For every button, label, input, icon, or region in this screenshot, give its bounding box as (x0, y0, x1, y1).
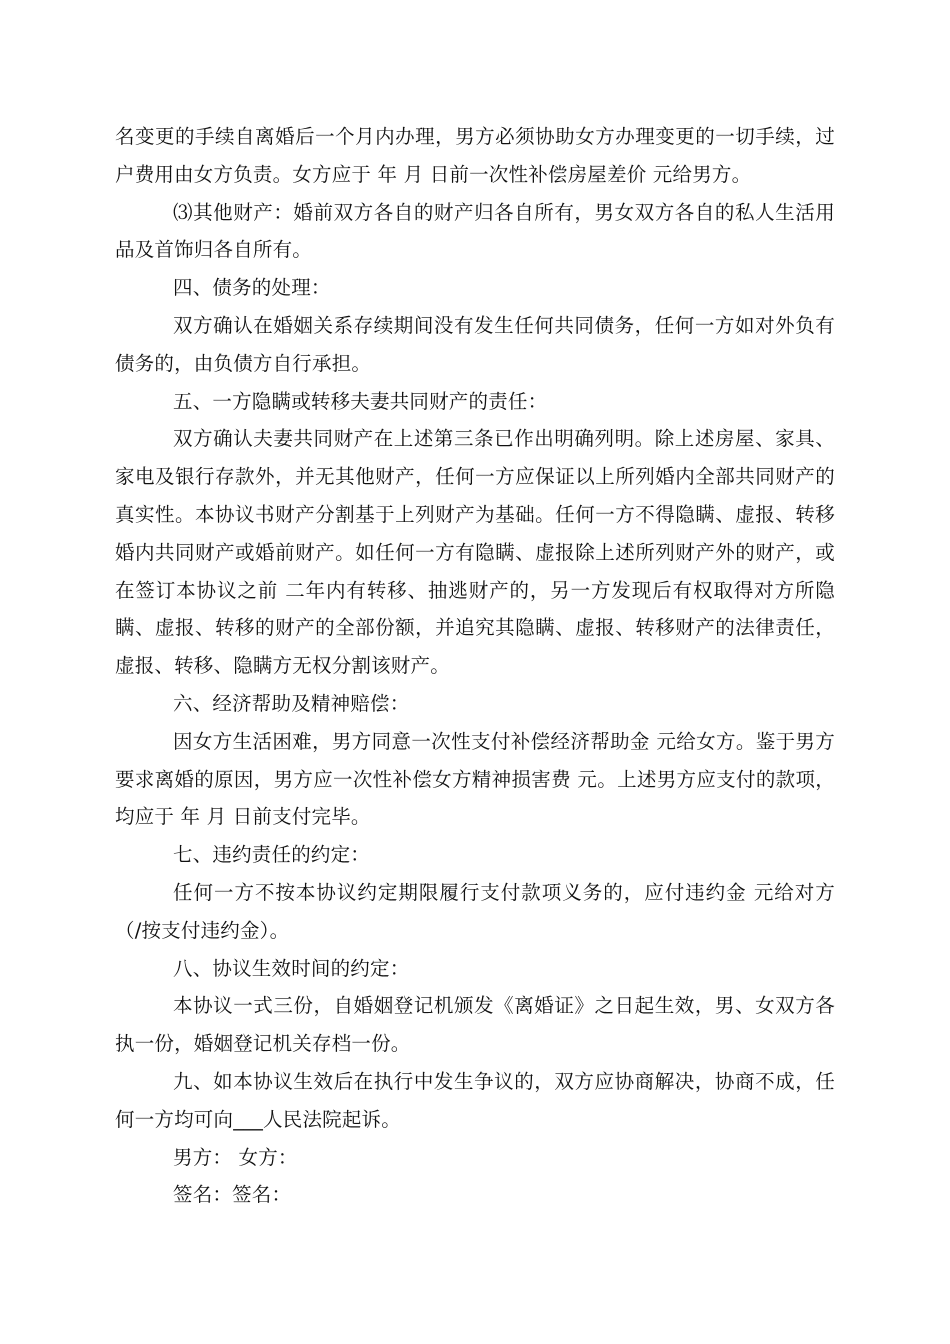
heading-breach: 七、违约责任的约定： (173, 843, 371, 867)
signature-line: 签名：签名： (173, 1183, 292, 1207)
paragraph-other-property: ⑶其他财产：婚前双方各自的财产归各自所有，男女双方各自的私人生活用品及首饰归各自所有。 (115, 200, 835, 262)
paragraph-effective-time: 本协议一式三份，自婚姻登记机颁发《离婚证》之日起生效，男、女双方各执一份，婚姻登记机关存档一份。 (115, 994, 835, 1056)
paragraph-dispute: 九、如本协议生效后在执行中发生争议的，双方应协商解决，协商不成，任何一方均可向___人民法院起诉。 (115, 1069, 835, 1131)
parties-line: 男方： 女方： (173, 1145, 298, 1169)
heading-effective-time: 八、协议生效时间的约定： (173, 956, 410, 980)
paragraph-debt: 双方确认在婚姻关系存续期间没有发生任何共同债务，任何一方如对外负有债务的，由负债方自行承担。 (115, 313, 835, 375)
paragraph-compensation: 因女方生活困难，男方同意一次性支付补偿经济帮助金 元给女方。鉴于男方要求离婚的原因，男方应一次性补偿女方精神损害费 元。上述男方应支付的款项，均应于 年 月 日前支付完毕。 (115, 729, 835, 829)
document-page (115, 118, 835, 1214)
paragraph-concealment: 双方确认夫妻共同财产在上述第三条已作出明确列明。除上述房屋、家具、家电及银行存款外，并无其他财产，任何一方应保证以上所列婚内全部共同财产的真实性。本协议书财产分割基于上列财产为基础。任何一方不得隐瞒、虚报、转移婚内共同财产或婚前财产。如任何一方有隐瞒、虚报除上述所列财产外的财产，或在签订本协议之前 二年内有转移、抽逃财产的，另一方发现后有权取得对方所隐瞒、虚报、转移的财产的全部份额，并追究其隐瞒、虚报、转移财产的法律责任，虚报、转移、隐瞒方无权分割该财产。 (115, 427, 835, 678)
heading-compensation: 六、经济帮助及精神赔偿： (173, 691, 410, 715)
heading-concealment: 五、一方隐瞒或转移夫妻共同财产的责任： (173, 389, 548, 413)
paragraph-breach: 任何一方不按本协议约定期限履行支付款项义务的，应付违约金 元给对方（/按支付违约金）。 (115, 880, 835, 942)
paragraph-transfer-clause: 名变更的手续自离婚后一个月内办理，男方必须协助女方办理变更的一切手续，过户费用由女方负责。女方应于 年 月 日前一次性补偿房屋差价 元给男方。 (115, 125, 835, 186)
heading-debt: 四、债务的处理： (173, 276, 331, 300)
